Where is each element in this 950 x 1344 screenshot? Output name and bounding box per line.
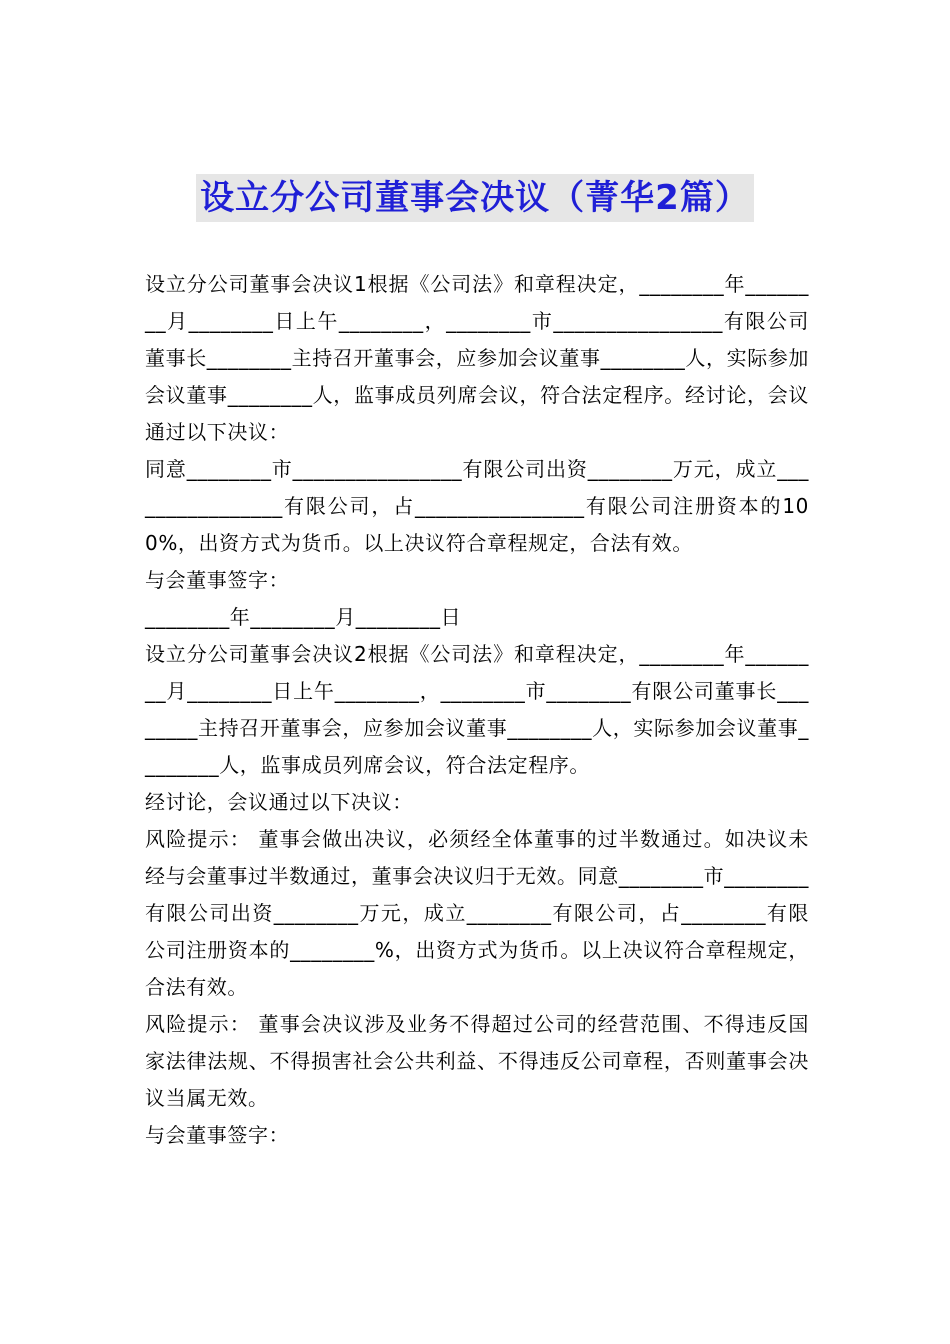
- paragraph-resolution-2-discussion: 经讨论，会议通过以下决议：: [145, 790, 413, 814]
- paragraph-date-line: ________年________月________日: [145, 605, 462, 629]
- paragraph-resolution-1-content: 同意________市________________有限公司出资________万元，成立________________有限公司，占________________有限公司注册资本的100%，出资方式为货币。以上决议符合章程规定，合法有效。: [145, 457, 809, 555]
- paragraph-resolution-2-intro: 设立分公司董事会决议2根据《公司法》和章程决定，________年________月________日上午________，________市________有限公司董事长________主持召开董事会，应参加会议董事________人，实际参加会议董事________人，监事成员列席会议，符合法定程序。: [145, 642, 809, 777]
- paragraph-resolution-1-intro: 设立分公司董事会决议1根据《公司法》和章程决定，________年________月________日上午________，________市________________有限公司董事长________主持召开董事会，应参加会议董事________人，实际参加会议董事________人，监事成员列席会议，符合法定程序。经讨论，会议通过以下决议：: [145, 272, 809, 444]
- document-body: [145, 266, 809, 1154]
- paragraph-signature-label-2: 与会董事签字：: [145, 1123, 290, 1147]
- paragraph-signature-label: 与会董事签字：: [145, 568, 290, 592]
- paragraph-risk-notice-2: 风险提示： 董事会决议涉及业务不得超过公司的经营范围、不得违反国家法律法规、不得损害社会公共利益、不得违反公司章程，否则董事会决议当属无效。: [145, 1012, 809, 1110]
- paragraph-risk-notice-1: 风险提示： 董事会做出决议，必须经全体董事的过半数通过。如决议未经与会董事过半数通过，董事会决议归于无效。同意________市________有限公司出资________万元，成立________有限公司，占________有限公司注册资本的________%，出资方式为货币。以上决议符合章程规定，合法有效。: [145, 827, 809, 999]
- title-container: [0, 174, 950, 222]
- document-title: 设立分公司董事会决议（菁华2篇）: [196, 174, 754, 222]
